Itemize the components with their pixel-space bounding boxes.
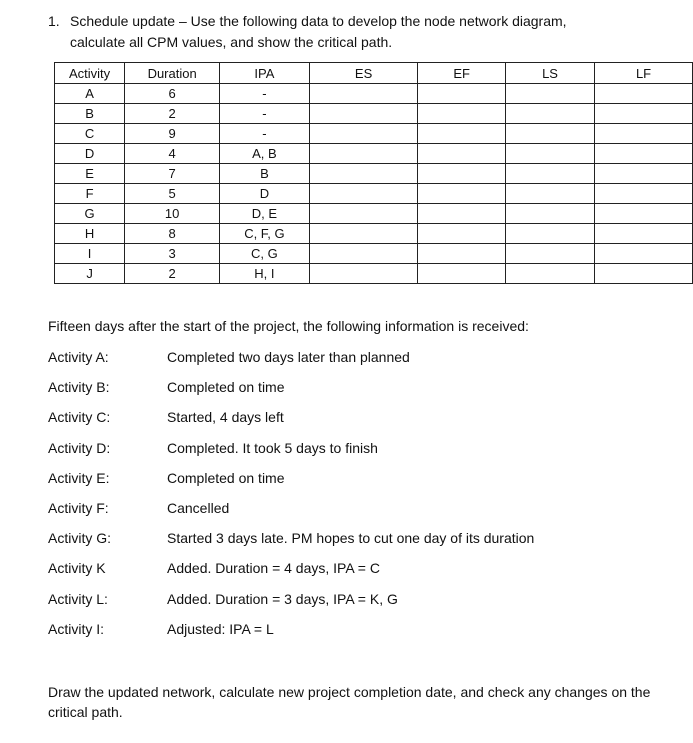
header-ls: LS bbox=[505, 63, 594, 84]
table-row bbox=[55, 184, 693, 204]
table-row bbox=[55, 164, 693, 184]
closing-instruction: Draw the updated network, calculate new project completion date, and check any changes on the critical path. bbox=[48, 684, 651, 720]
list-item bbox=[48, 379, 668, 409]
cell-es bbox=[309, 204, 418, 224]
cell-ls bbox=[505, 104, 594, 124]
update-activity: Activity L: bbox=[48, 590, 108, 607]
cell-ipa: - bbox=[220, 124, 310, 144]
list-item bbox=[48, 591, 668, 621]
list-item bbox=[48, 500, 668, 530]
cell-ipa: H, I bbox=[220, 264, 310, 284]
update-text: Completed. It took 5 days to finish bbox=[167, 439, 378, 456]
table-row bbox=[55, 104, 693, 124]
cell-ls bbox=[505, 164, 594, 184]
table-row bbox=[55, 84, 693, 104]
cell-activity: A bbox=[55, 84, 125, 104]
cell-duration: 4 bbox=[125, 144, 220, 164]
cpm-table bbox=[54, 62, 693, 284]
cell-es bbox=[309, 184, 418, 204]
cell-duration: 7 bbox=[125, 164, 220, 184]
cell-duration: 5 bbox=[125, 184, 220, 204]
list-item bbox=[48, 440, 668, 470]
update-activity: Activity A: bbox=[48, 349, 109, 365]
cell-ls bbox=[505, 244, 594, 264]
table-row bbox=[55, 204, 693, 224]
table-header-row bbox=[55, 63, 693, 84]
question-line-1 bbox=[48, 11, 668, 32]
cell-es bbox=[309, 264, 418, 284]
cell-ls bbox=[505, 204, 594, 224]
cell-es bbox=[309, 244, 418, 264]
cell-lf bbox=[595, 144, 693, 164]
cell-ipa: B bbox=[220, 164, 310, 184]
cell-activity: B bbox=[55, 104, 125, 124]
question-line-1-text: Schedule update – Use the following data to develop the node network diagram, bbox=[70, 13, 567, 29]
cell-activity: I bbox=[55, 244, 125, 264]
header-activity: Activity bbox=[55, 63, 125, 84]
table-row bbox=[55, 144, 693, 164]
list-item bbox=[48, 349, 668, 379]
cell-ipa: - bbox=[220, 84, 310, 104]
update-activity: Activity K bbox=[48, 560, 106, 577]
cell-ef bbox=[418, 164, 505, 184]
cell-duration: 2 bbox=[125, 264, 220, 284]
cell-duration: 2 bbox=[125, 104, 220, 124]
update-text: Started, 4 days left bbox=[167, 409, 284, 426]
cell-es bbox=[309, 144, 418, 164]
update-text: Completed on time bbox=[167, 469, 285, 486]
cell-activity: E bbox=[55, 164, 125, 184]
cell-ef bbox=[418, 244, 505, 264]
update-activity: Activity I: bbox=[48, 620, 105, 637]
update-text: Completed two days later than planned bbox=[167, 349, 410, 365]
cell-ef bbox=[418, 224, 505, 244]
cell-lf bbox=[595, 224, 693, 244]
cell-ef bbox=[418, 104, 505, 124]
list-item bbox=[48, 409, 668, 439]
cell-es bbox=[309, 164, 418, 184]
table-row bbox=[55, 224, 693, 244]
update-text: Completed on time bbox=[167, 379, 285, 396]
header-ipa: IPA bbox=[220, 63, 310, 84]
cell-duration: 10 bbox=[125, 204, 220, 224]
cell-lf bbox=[595, 104, 693, 124]
cell-lf bbox=[595, 124, 693, 144]
update-activity: Activity G: bbox=[48, 530, 112, 547]
cell-ef bbox=[418, 184, 505, 204]
cell-es bbox=[309, 104, 418, 124]
cell-ipa: C, F, G bbox=[220, 224, 310, 244]
cell-lf bbox=[595, 164, 693, 184]
cell-ipa: C, G bbox=[220, 244, 310, 264]
cell-duration: 8 bbox=[125, 224, 220, 244]
update-text: Added. Duration = 4 days, IPA = C bbox=[167, 560, 380, 577]
header-duration: Duration bbox=[125, 63, 220, 84]
cell-ipa: D, E bbox=[220, 204, 310, 224]
cell-lf bbox=[595, 244, 693, 264]
table-row bbox=[55, 244, 693, 264]
cell-activity: G bbox=[55, 204, 125, 224]
cell-ls bbox=[505, 184, 594, 204]
cell-lf bbox=[595, 184, 693, 204]
cell-duration: 3 bbox=[125, 244, 220, 264]
cell-activity: F bbox=[55, 184, 125, 204]
update-activity: Activity D: bbox=[48, 439, 111, 456]
table-row bbox=[55, 124, 693, 144]
cell-activity: J bbox=[55, 264, 125, 284]
update-activity: Activity B: bbox=[48, 379, 110, 396]
cell-ls bbox=[505, 124, 594, 144]
update-text: Adjusted: IPA = L bbox=[167, 620, 274, 637]
cell-ls bbox=[505, 144, 594, 164]
list-item bbox=[48, 530, 668, 560]
cell-ef bbox=[418, 204, 505, 224]
update-activity: Activity C: bbox=[48, 409, 111, 426]
cell-lf bbox=[595, 264, 693, 284]
cell-lf bbox=[595, 204, 693, 224]
cell-ipa: - bbox=[220, 104, 310, 124]
cell-ef bbox=[418, 264, 505, 284]
cell-ef bbox=[418, 84, 505, 104]
cell-activity: D bbox=[55, 144, 125, 164]
update-activity: Activity E: bbox=[48, 469, 110, 486]
cell-activity: C bbox=[55, 124, 125, 144]
question-text bbox=[48, 11, 668, 53]
question-number: 1. bbox=[48, 13, 60, 29]
updates-list bbox=[48, 349, 668, 651]
header-ef: EF bbox=[418, 63, 505, 84]
update-text: Cancelled bbox=[167, 499, 230, 516]
cell-duration: 6 bbox=[125, 84, 220, 104]
cell-ipa: D bbox=[220, 184, 310, 204]
cell-es bbox=[309, 84, 418, 104]
cell-ls bbox=[505, 84, 594, 104]
header-es: ES bbox=[309, 63, 418, 84]
cell-es bbox=[309, 124, 418, 144]
update-text: Added. Duration = 3 days, IPA = K, G bbox=[167, 590, 398, 607]
header-lf: LF bbox=[595, 63, 693, 84]
cell-ef bbox=[418, 144, 505, 164]
cell-ls bbox=[505, 264, 594, 284]
cell-activity: H bbox=[55, 224, 125, 244]
update-activity: Activity F: bbox=[48, 499, 109, 516]
list-item bbox=[48, 560, 668, 590]
info-intro: Fifteen days after the start of the project, the following information is received: bbox=[48, 318, 529, 334]
cell-duration: 9 bbox=[125, 124, 220, 144]
list-item bbox=[48, 470, 668, 500]
cell-ipa: A, B bbox=[220, 144, 310, 164]
cell-ef bbox=[418, 124, 505, 144]
list-item bbox=[48, 621, 668, 651]
question-line-2: calculate all CPM values, and show the critical path. bbox=[70, 34, 393, 50]
cell-lf bbox=[595, 84, 693, 104]
cell-ls bbox=[505, 224, 594, 244]
table-row bbox=[55, 264, 693, 284]
update-text: Started 3 days late. PM hopes to cut one day of its duration bbox=[167, 530, 535, 547]
cell-es bbox=[309, 224, 418, 244]
